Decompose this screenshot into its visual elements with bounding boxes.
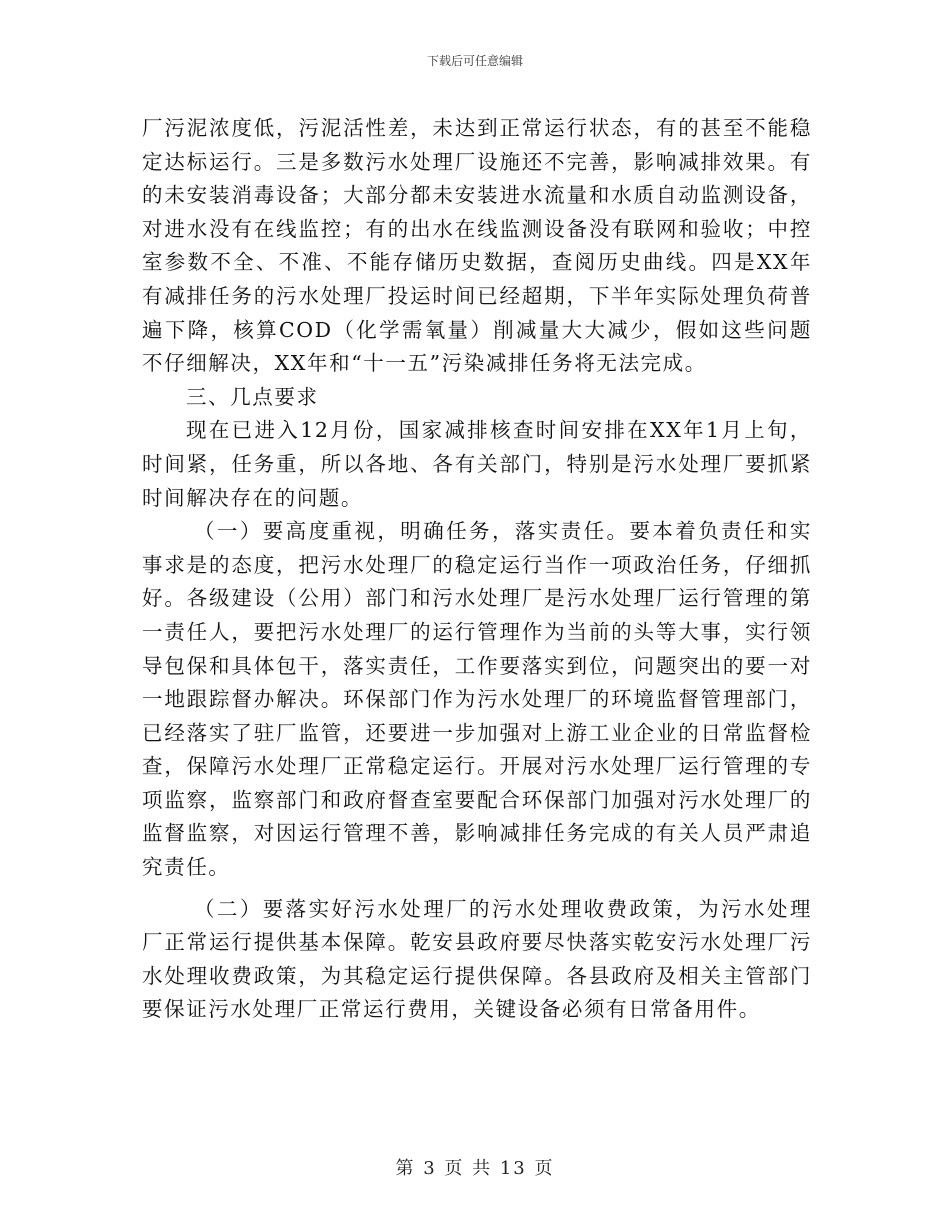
- page-header: 下载后可任意编辑: [426, 54, 523, 68]
- paragraph-item-1: （一）要高度重视，明确任务，落实责任。要本着负责任和实事求是的态度，把污水处理厂的稳定运行当作一项政治任务，仔细抓好。各级建设（公用）部门和污水处理厂是污水处理厂运行管理的第一责任人，要把污水处理厂的运行管理作为当前的头等大事，实行领导包保和具体包干，落实责任，工作要落实到位，问题突出的要一对一地跟踪督办解决。环保部门作为污水处理厂的环境监督管理部门，已经落实了驻厂监管，还要进一步加强对上游工业企业的日常监督检查，保障污水处理厂正常稳定运行。开展对污水处理厂运行管理的专项监察，监察部门和政府督查室要配合环保部门加强对污水处理厂的监督监察，对因运行管理不善，影响减排任务完成的有关人员严肃追究责任。: [142, 519, 812, 880]
- document-body: [142, 112, 812, 1027]
- paragraph-item-2: （二）要落实好污水处理厂的污水处理收费政策，为污水处理厂正常运行提供基本保障。乾安县政府要尽快落实乾安污水处理厂污水处理收费政策，为其稳定运行提供保障。各县政府及相关主管部门要保证污水处理厂正常运行费用，关键设备必须有日常备用件。: [142, 896, 812, 1022]
- page-number: 第 3 页 共 13 页: [395, 1158, 555, 1179]
- paragraph-spacer: [142, 885, 812, 893]
- paragraph-continuation: 厂污泥浓度低，污泥活性差，未达到正常运行状态，有的甚至不能稳定达标运行。三是多数污水处理厂设施还不完善，影响减排效果。有的未安装消毒设备；大部分都未安装进水流量和水质自动监测设备，对进水没有在线监控；有的出水在线监测设备没有联网和验收；中控室参数不全、不准、不能存储历史数据，查阅历史曲线。四是XX年有减排任务的污水处理厂投运时间已经超期，下半年实际处理负荷普遍下降，核算COD（化学需氧量）削减量大大减少，假如这些问题不仔细解决，XX年和“十一五”污染减排任务将无法完成。: [142, 116, 812, 376]
- paragraph-intro: 现在已进入12月份，国家减排核查时间安排在XX年1月上旬，时间紧，任务重，所以各地、各有关部门，特别是污水处理厂要抓紧时间解决存在的问题。: [142, 418, 812, 510]
- section-heading: 三、几点要求: [186, 384, 319, 409]
